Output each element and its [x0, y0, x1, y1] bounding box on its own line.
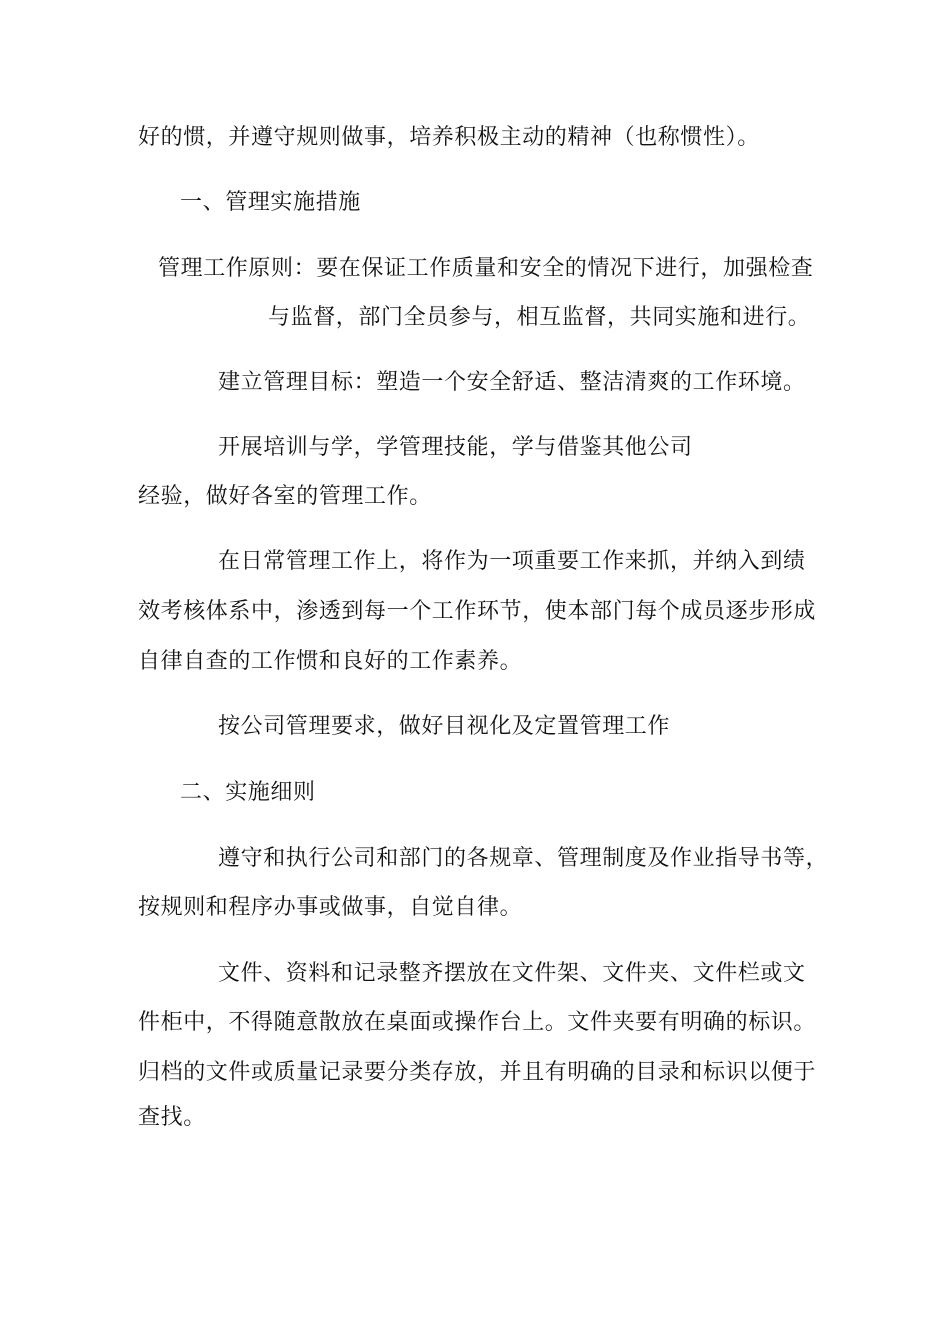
- paragraph-line: 开展培训与学，学管理技能，学与借鉴其他公司: [218, 435, 693, 460]
- paragraph-line: 管理工作原则：要在保证工作质量和安全的情况下进行，加强检查: [158, 256, 814, 281]
- section-heading: 二、实施细则: [180, 780, 316, 805]
- paragraph-line: 归档的文件或质量记录要分类存放，并且有明确的目录和标识以便于: [138, 1060, 817, 1085]
- paragraph-line: 按规则和程序办事或做事，自觉自律。: [138, 895, 523, 920]
- paragraph-line: 件柜中，不得随意散放在桌面或操作台上。文件夹要有明确的标识。: [138, 1010, 817, 1035]
- paragraph-line: 按公司管理要求，做好目视化及定置管理工作: [218, 714, 671, 739]
- paragraph-line: 好的惯，并遵守规则做事，培养积极主动的精神（也称惯性）。: [138, 125, 760, 150]
- paragraph-line: 与监督，部门全员参与，相互监督，共同实施和进行。: [268, 305, 811, 330]
- paragraph-line: 遵守和执行公司和部门的各规章、管理制度及作业指导书等，: [218, 846, 829, 871]
- paragraph-line: 在日常管理工作上，将作为一项重要工作来抓，并纳入到绩: [218, 549, 806, 574]
- paragraph-line: 文件、资料和记录整齐摆放在文件架、文件夹、文件栏或文: [218, 961, 806, 986]
- paragraph-line: 自律自查的工作惯和良好的工作素养。: [138, 649, 523, 674]
- paragraph-line: 建立管理目标：塑造一个安全舒适、整洁清爽的工作环境。: [218, 370, 806, 395]
- paragraph-line: 经验，做好各室的管理工作。: [138, 484, 432, 509]
- paragraph-line: 查找。: [138, 1105, 206, 1130]
- paragraph-line: 效考核体系中，渗透到每一个工作环节，使本部门每个成员逐步形成: [138, 599, 817, 624]
- section-heading: 一、管理实施措施: [180, 190, 361, 215]
